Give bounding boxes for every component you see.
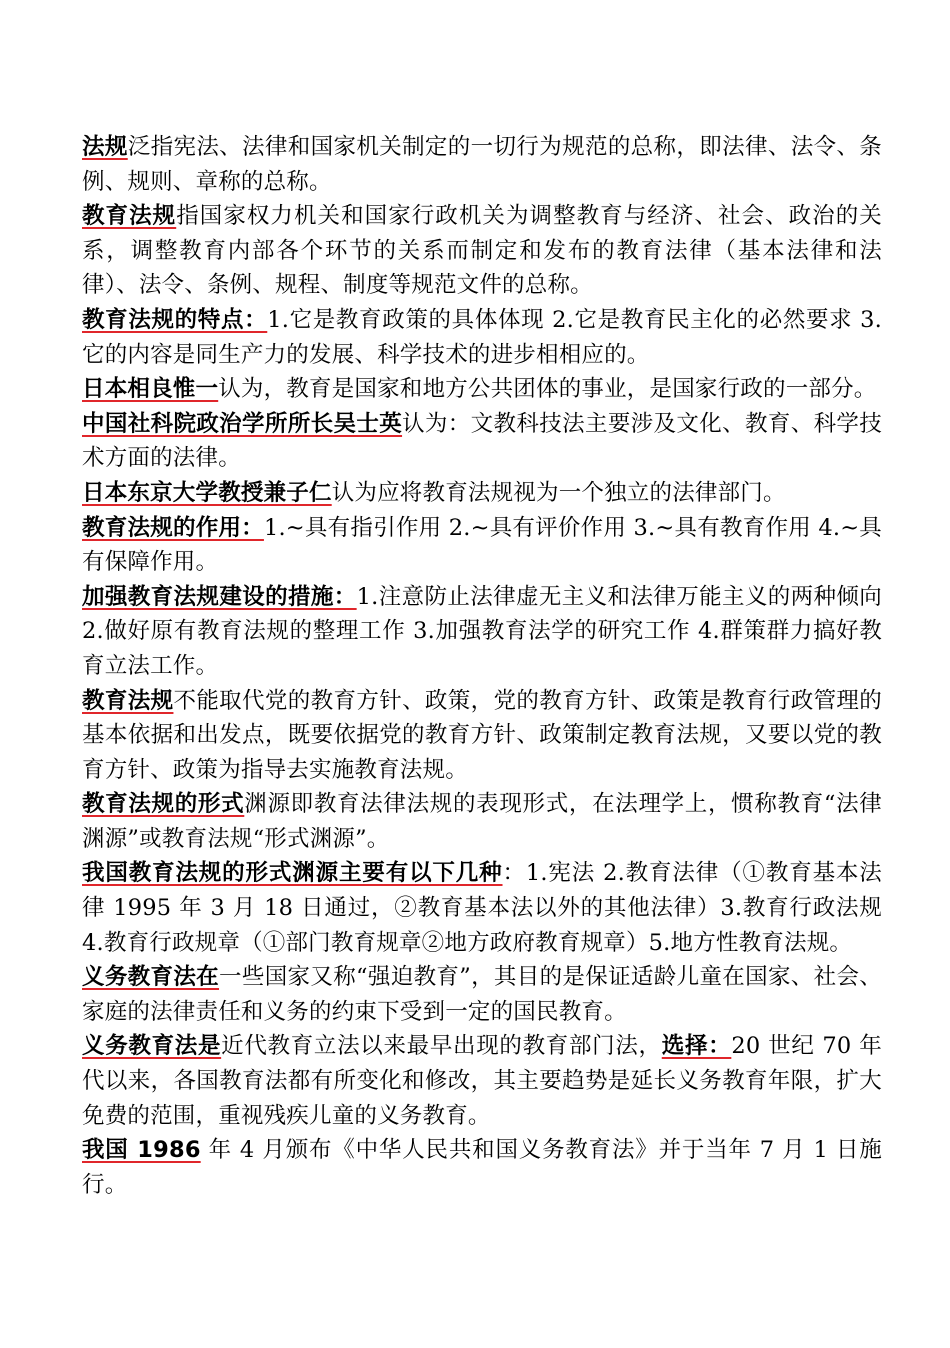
paragraph-cuoshi: [82, 580, 882, 684]
paragraph-text: 渊源即教育法律法规的表现形式，在法理学上，惯称教育“法律渊源”或教育法规“形式渊源”。: [82, 791, 882, 852]
paragraph-zuoyong: [82, 511, 882, 580]
term-highlight: 教育法规的形式: [82, 791, 245, 818]
term-highlight: 教育法规的特点：: [82, 306, 268, 333]
term-highlight: 义务教育法在: [82, 964, 220, 991]
paragraph-text: 1.~具有指引作用 2.~具有评价作用 3.~具有教育作用 4.~具有保障作用。: [82, 514, 882, 576]
paragraph-jianziren: [82, 476, 882, 511]
paragraph-text: 一些国家又称“强迫教育”，其目的是保证适龄儿童在国家、社会、家庭的法律责任和义务的约束下受到一定的国民教育。: [82, 964, 882, 1025]
paragraph-text: 指国家权力机关和国家行政机关为调整教育与经济、社会、政治的关系，调整教育内部各个环节的关系而制定和发布的教育法律（基本法律和法律）、法令、条例、规程、制度等规范文件的总称。: [82, 203, 882, 299]
paragraph-xiangliang: [82, 372, 882, 407]
term-highlight: 加强教育法规建设的措施：: [82, 583, 357, 610]
paragraph-text: 认为：文教科技法主要涉及文化、教育、科学技术方面的法律。: [82, 410, 882, 472]
term-highlight: 教育法规的作用：: [82, 514, 264, 541]
document-body: [82, 130, 882, 1202]
paragraph-xingshi: [82, 787, 882, 856]
paragraph-text: 近代教育立法以来最早出现的教育部门法，: [221, 1033, 662, 1060]
paragraph-yiwu-bumen: [82, 1029, 882, 1133]
term-highlight: 教育法规: [82, 203, 177, 230]
term-highlight: 教育法规: [82, 687, 174, 714]
paragraph-tedian: [82, 303, 882, 372]
paragraph-text: 1.它是教育政策的具体体现 2.它是教育民主化的必然要求 3.它的内容是同生产力的发展、科学技术的进步相相应的。: [82, 306, 882, 368]
term-highlight: 中国社科院政治学所所长吴士英: [82, 410, 403, 437]
paragraph-jiaoyu-fagui: [82, 199, 882, 303]
paragraph-text: 1.注意防止法律虚无主义和法律万能主义的两种倾向 2.做好原有教育法规的整理工作 3.加强教育法学的研究工作 4.群策群力搞好教育立法工作。: [82, 583, 882, 679]
term-highlight: 日本东京大学教授兼子仁: [82, 479, 332, 506]
term-highlight-select: 选择：: [661, 1033, 732, 1060]
paragraph-text: 认为，教育是国家和地方公共团体的事业，是国家行政的一部分。: [218, 376, 877, 403]
paragraph-yiwu-qiangpo: [82, 960, 882, 1029]
paragraph-wushiying: [82, 407, 882, 476]
paragraph-text: 年 4 月颁布《中华人民共和国义务教育法》并于当年 7 月 1 日施行。: [82, 1137, 883, 1198]
paragraph-text: 不能取代党的教育方针、政策，党的教育方针、政策是教育行政管理的基本依据和出发点，既要依据党的教育方针、政策制定教育法规，又要以党的教育方针、政策为指导去实施教育法规。: [82, 687, 882, 783]
paragraph-fagui: [82, 130, 882, 199]
paragraph-fangzhen: [82, 684, 882, 788]
term-highlight: 我国 1986: [82, 1137, 201, 1164]
term-highlight: 日本相良惟一: [82, 376, 219, 403]
term-highlight: 我国教育法规的形式渊源主要有以下几种: [82, 860, 503, 887]
paragraph-text: ：1.宪法 2.教育法律（①教育基本法律 1995 年 3 月 18 日通过，②教育基本法以外的其他法律）3.教育行政法规 4.教育行政规章（①部门教育规章②地方政府教育规章）5.地方性教育法规。: [82, 860, 882, 956]
paragraph-text: 泛指宪法、法律和国家机关制定的一切行为规范的总称，即法律、法令、条例、规则、章称的总称。: [82, 134, 882, 195]
paragraph-text: 认为应将教育法规视为一个独立的法律部门。: [331, 479, 786, 506]
paragraph-yuanyuan: [82, 856, 882, 960]
term-highlight: 法规: [82, 134, 128, 160]
term-highlight: 义务教育法是: [82, 1033, 222, 1060]
paragraph-text: 20 世纪 70 年代以来，各国教育法都有所变化和修改，其主要趋势是延长义务教育年限，扩大免费的范围，重视残疾儿童的义务教育。: [82, 1033, 882, 1129]
paragraph-1986: [82, 1133, 882, 1202]
